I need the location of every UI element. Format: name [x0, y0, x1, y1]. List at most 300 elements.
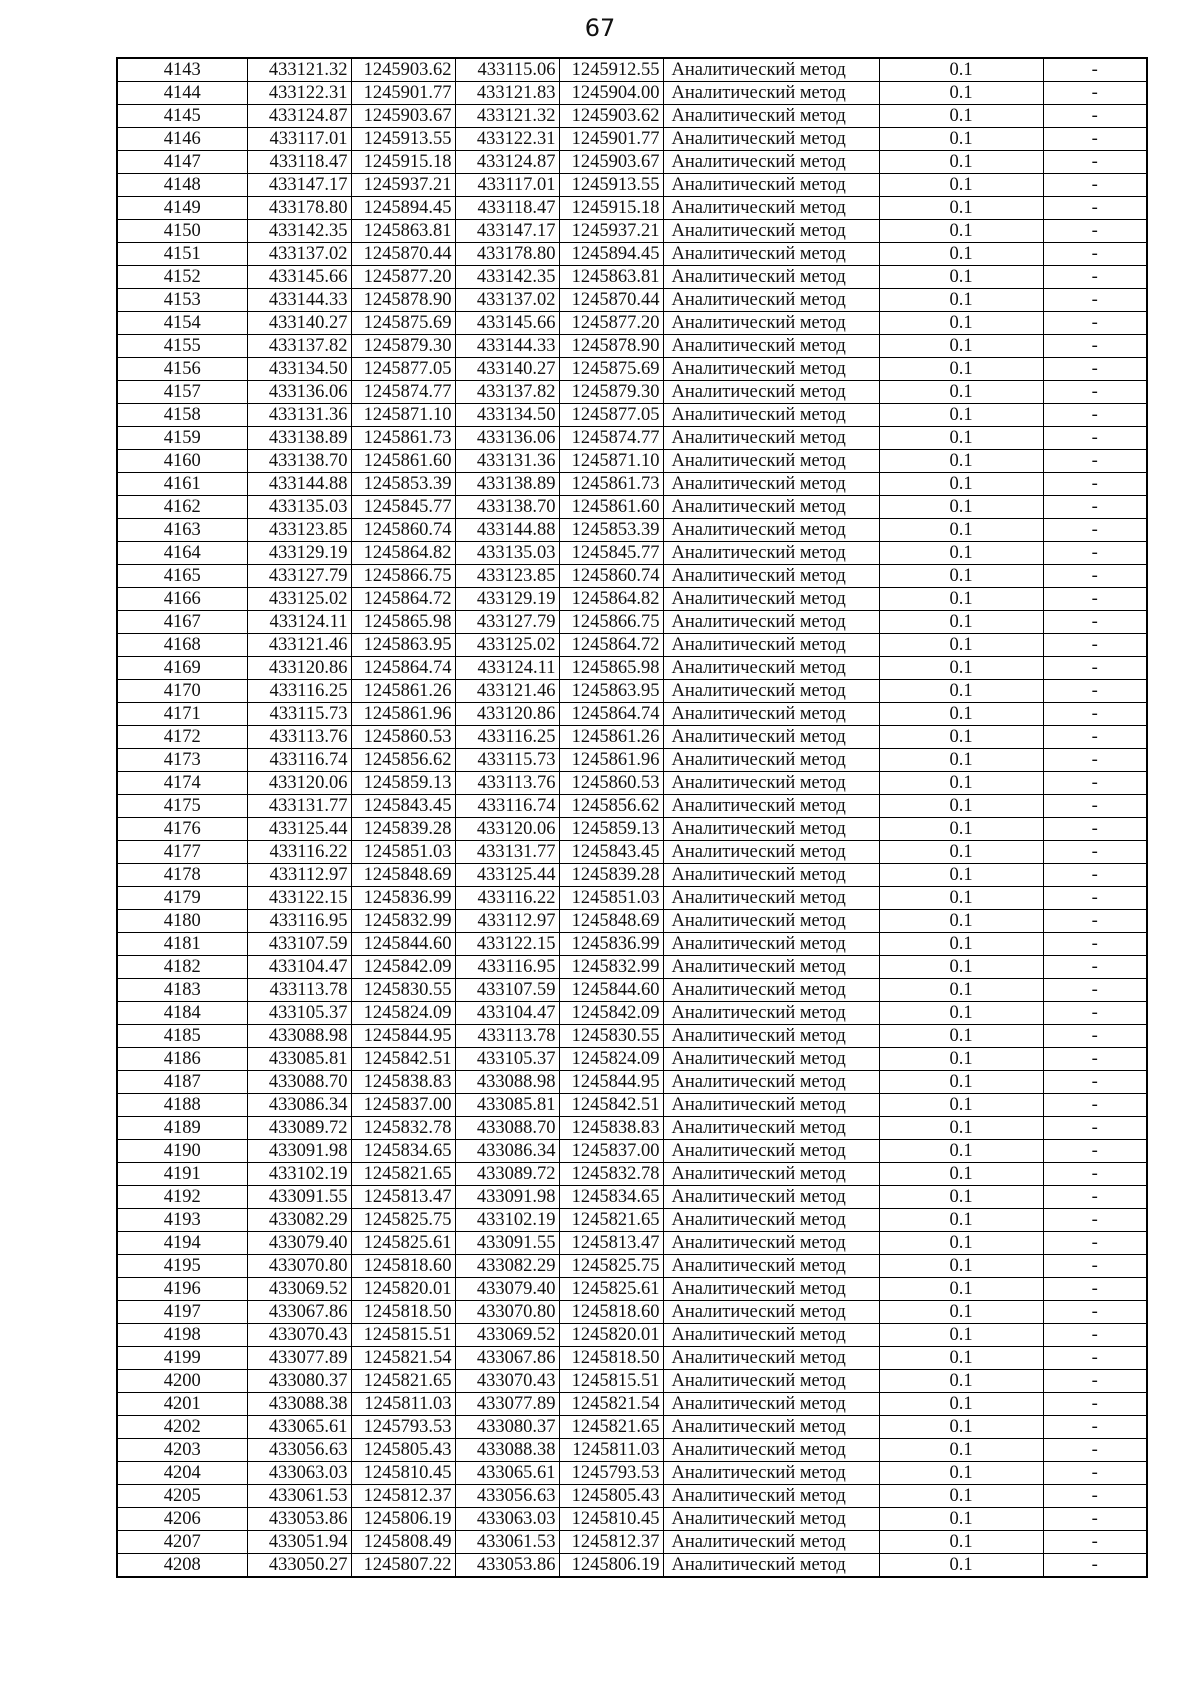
x-end-cell: 433117.01	[455, 174, 559, 197]
method-cell: Аналитический метод	[663, 1002, 879, 1025]
x-end-cell: 433116.22	[455, 887, 559, 910]
method-cell: Аналитический метод	[663, 243, 879, 266]
point-number-cell: 4200	[117, 1370, 247, 1393]
y-start-cell: 1245818.50	[351, 1301, 455, 1324]
y-start-cell: 1245845.77	[351, 496, 455, 519]
y-start-cell: 1245913.55	[351, 128, 455, 151]
precision-cell: 0.1	[879, 1416, 1043, 1439]
note-cell: -	[1043, 519, 1147, 542]
note-cell: -	[1043, 1324, 1147, 1347]
method-cell: Аналитический метод	[663, 1347, 879, 1370]
x-start-cell: 433063.03	[247, 1462, 351, 1485]
table-row	[117, 243, 1147, 266]
y-end-cell: 1245866.75	[559, 611, 663, 634]
precision-cell: 0.1	[879, 1531, 1043, 1554]
precision-cell: 0.1	[879, 795, 1043, 818]
method-cell: Аналитический метод	[663, 565, 879, 588]
y-end-cell: 1245901.77	[559, 128, 663, 151]
method-cell: Аналитический метод	[663, 82, 879, 105]
point-number-cell: 4181	[117, 933, 247, 956]
x-start-cell: 433107.59	[247, 933, 351, 956]
precision-cell: 0.1	[879, 1025, 1043, 1048]
point-number-cell: 4163	[117, 519, 247, 542]
precision-cell: 0.1	[879, 1508, 1043, 1531]
method-cell: Аналитический метод	[663, 772, 879, 795]
x-start-cell: 433129.19	[247, 542, 351, 565]
precision-cell: 0.1	[879, 335, 1043, 358]
point-number-cell: 4172	[117, 726, 247, 749]
point-number-cell: 4159	[117, 427, 247, 450]
x-start-cell: 433112.97	[247, 864, 351, 887]
x-start-cell: 433113.76	[247, 726, 351, 749]
table-row	[117, 1531, 1147, 1554]
x-start-cell: 433051.94	[247, 1531, 351, 1554]
precision-cell: 0.1	[879, 473, 1043, 496]
y-end-cell: 1245825.61	[559, 1278, 663, 1301]
method-cell: Аналитический метод	[663, 450, 879, 473]
point-number-cell: 4207	[117, 1531, 247, 1554]
y-end-cell: 1245870.44	[559, 289, 663, 312]
x-start-cell: 433070.80	[247, 1255, 351, 1278]
y-start-cell: 1245820.01	[351, 1278, 455, 1301]
precision-cell: 0.1	[879, 933, 1043, 956]
note-cell: -	[1043, 703, 1147, 726]
x-start-cell: 433104.47	[247, 956, 351, 979]
table-row	[117, 496, 1147, 519]
table-row	[117, 1071, 1147, 1094]
x-end-cell: 433125.44	[455, 864, 559, 887]
page-number: 67	[584, 14, 616, 42]
x-start-cell: 433136.06	[247, 381, 351, 404]
table-row	[117, 335, 1147, 358]
point-number-cell: 4182	[117, 956, 247, 979]
method-cell: Аналитический метод	[663, 933, 879, 956]
x-end-cell: 433131.77	[455, 841, 559, 864]
x-end-cell: 433061.53	[455, 1531, 559, 1554]
y-end-cell: 1245877.05	[559, 404, 663, 427]
method-cell: Аналитический метод	[663, 1209, 879, 1232]
x-start-cell: 433144.33	[247, 289, 351, 312]
y-start-cell: 1245879.30	[351, 335, 455, 358]
note-cell: -	[1043, 82, 1147, 105]
note-cell: -	[1043, 1071, 1147, 1094]
x-end-cell: 433123.85	[455, 565, 559, 588]
y-end-cell: 1245813.47	[559, 1232, 663, 1255]
y-end-cell: 1245861.96	[559, 749, 663, 772]
y-end-cell: 1245864.74	[559, 703, 663, 726]
method-cell: Аналитический метод	[663, 381, 879, 404]
x-end-cell: 433088.38	[455, 1439, 559, 1462]
x-start-cell: 433102.19	[247, 1163, 351, 1186]
table-row	[117, 1416, 1147, 1439]
method-cell: Аналитический метод	[663, 1531, 879, 1554]
point-number-cell: 4176	[117, 818, 247, 841]
precision-cell: 0.1	[879, 1140, 1043, 1163]
x-end-cell: 433065.61	[455, 1462, 559, 1485]
y-start-cell: 1245848.69	[351, 864, 455, 887]
note-cell: -	[1043, 634, 1147, 657]
y-end-cell: 1245844.60	[559, 979, 663, 1002]
y-end-cell: 1245903.67	[559, 151, 663, 174]
x-start-cell: 433105.37	[247, 1002, 351, 1025]
point-number-cell: 4149	[117, 197, 247, 220]
method-cell: Аналитический метод	[663, 680, 879, 703]
precision-cell: 0.1	[879, 887, 1043, 910]
method-cell: Аналитический метод	[663, 197, 879, 220]
note-cell: -	[1043, 933, 1147, 956]
table-row	[117, 956, 1147, 979]
y-end-cell: 1245845.77	[559, 542, 663, 565]
precision-cell: 0.1	[879, 1255, 1043, 1278]
y-end-cell: 1245912.55	[559, 58, 663, 82]
table-row	[117, 174, 1147, 197]
precision-cell: 0.1	[879, 772, 1043, 795]
table-row	[117, 58, 1147, 82]
point-number-cell: 4150	[117, 220, 247, 243]
y-end-cell: 1245821.54	[559, 1393, 663, 1416]
x-start-cell: 433116.95	[247, 910, 351, 933]
note-cell: -	[1043, 496, 1147, 519]
y-start-cell: 1245793.53	[351, 1416, 455, 1439]
y-start-cell: 1245842.51	[351, 1048, 455, 1071]
y-start-cell: 1245937.21	[351, 174, 455, 197]
y-end-cell: 1245913.55	[559, 174, 663, 197]
x-end-cell: 433136.06	[455, 427, 559, 450]
x-end-cell: 433118.47	[455, 197, 559, 220]
x-end-cell: 433124.87	[455, 151, 559, 174]
point-number-cell: 4166	[117, 588, 247, 611]
x-start-cell: 433121.32	[247, 58, 351, 82]
note-cell: -	[1043, 151, 1147, 174]
table-row	[117, 611, 1147, 634]
x-end-cell: 433105.37	[455, 1048, 559, 1071]
x-end-cell: 433112.97	[455, 910, 559, 933]
x-start-cell: 433131.77	[247, 795, 351, 818]
table-row	[117, 887, 1147, 910]
x-end-cell: 433120.86	[455, 703, 559, 726]
y-start-cell: 1245864.72	[351, 588, 455, 611]
point-number-cell: 4146	[117, 128, 247, 151]
x-end-cell: 433088.70	[455, 1117, 559, 1140]
method-cell: Аналитический метод	[663, 1094, 879, 1117]
note-cell: -	[1043, 335, 1147, 358]
point-number-cell: 4195	[117, 1255, 247, 1278]
y-end-cell: 1245915.18	[559, 197, 663, 220]
y-start-cell: 1245863.95	[351, 634, 455, 657]
method-cell: Аналитический метод	[663, 795, 879, 818]
table-row	[117, 1117, 1147, 1140]
precision-cell: 0.1	[879, 404, 1043, 427]
y-start-cell: 1245812.37	[351, 1485, 455, 1508]
point-number-cell: 4157	[117, 381, 247, 404]
point-number-cell: 4191	[117, 1163, 247, 1186]
precision-cell: 0.1	[879, 703, 1043, 726]
precision-cell: 0.1	[879, 58, 1043, 82]
precision-cell: 0.1	[879, 1462, 1043, 1485]
table-row	[117, 381, 1147, 404]
method-cell: Аналитический метод	[663, 1255, 879, 1278]
method-cell: Аналитический метод	[663, 657, 879, 680]
x-end-cell: 433104.47	[455, 1002, 559, 1025]
note-cell: -	[1043, 404, 1147, 427]
precision-cell: 0.1	[879, 197, 1043, 220]
table-row	[117, 1094, 1147, 1117]
x-end-cell: 433116.95	[455, 956, 559, 979]
y-start-cell: 1245853.39	[351, 473, 455, 496]
point-number-cell: 4208	[117, 1554, 247, 1578]
precision-cell: 0.1	[879, 450, 1043, 473]
precision-cell: 0.1	[879, 289, 1043, 312]
method-cell: Аналитический метод	[663, 1393, 879, 1416]
point-number-cell: 4186	[117, 1048, 247, 1071]
x-end-cell: 433113.76	[455, 772, 559, 795]
x-end-cell: 433120.06	[455, 818, 559, 841]
point-number-cell: 4193	[117, 1209, 247, 1232]
x-end-cell: 433115.73	[455, 749, 559, 772]
y-start-cell: 1245860.53	[351, 726, 455, 749]
note-cell: -	[1043, 1462, 1147, 1485]
method-cell: Аналитический метод	[663, 634, 879, 657]
method-cell: Аналитический метод	[663, 887, 879, 910]
x-end-cell: 433140.27	[455, 358, 559, 381]
y-start-cell: 1245878.90	[351, 289, 455, 312]
table-row	[117, 1439, 1147, 1462]
note-cell: -	[1043, 1094, 1147, 1117]
precision-cell: 0.1	[879, 726, 1043, 749]
x-end-cell: 433121.83	[455, 82, 559, 105]
y-start-cell: 1245842.09	[351, 956, 455, 979]
y-start-cell: 1245821.54	[351, 1347, 455, 1370]
method-cell: Аналитический метод	[663, 1140, 879, 1163]
point-number-cell: 4187	[117, 1071, 247, 1094]
x-start-cell: 433050.27	[247, 1554, 351, 1578]
table-row	[117, 105, 1147, 128]
y-end-cell: 1245856.62	[559, 795, 663, 818]
precision-cell: 0.1	[879, 1232, 1043, 1255]
point-number-cell: 4144	[117, 82, 247, 105]
table-row	[117, 1209, 1147, 1232]
y-start-cell: 1245811.03	[351, 1393, 455, 1416]
precision-cell: 0.1	[879, 496, 1043, 519]
x-end-cell: 433134.50	[455, 404, 559, 427]
y-start-cell: 1245874.77	[351, 381, 455, 404]
precision-cell: 0.1	[879, 266, 1043, 289]
x-start-cell: 433116.22	[247, 841, 351, 864]
point-number-cell: 4168	[117, 634, 247, 657]
x-start-cell: 433085.81	[247, 1048, 351, 1071]
x-start-cell: 433070.43	[247, 1324, 351, 1347]
note-cell: -	[1043, 1140, 1147, 1163]
y-end-cell: 1245861.60	[559, 496, 663, 519]
point-number-cell: 4194	[117, 1232, 247, 1255]
y-start-cell: 1245861.60	[351, 450, 455, 473]
table-row	[117, 634, 1147, 657]
table-row	[117, 1232, 1147, 1255]
note-cell: -	[1043, 358, 1147, 381]
x-start-cell: 433144.88	[247, 473, 351, 496]
point-number-cell: 4185	[117, 1025, 247, 1048]
note-cell: -	[1043, 312, 1147, 335]
method-cell: Аналитический метод	[663, 496, 879, 519]
x-end-cell: 433089.72	[455, 1163, 559, 1186]
y-start-cell: 1245859.13	[351, 772, 455, 795]
point-number-cell: 4205	[117, 1485, 247, 1508]
y-end-cell: 1245810.45	[559, 1508, 663, 1531]
point-number-cell: 4153	[117, 289, 247, 312]
note-cell: -	[1043, 1554, 1147, 1578]
x-start-cell: 433117.01	[247, 128, 351, 151]
y-start-cell: 1245870.44	[351, 243, 455, 266]
precision-cell: 0.1	[879, 1370, 1043, 1393]
point-number-cell: 4199	[117, 1347, 247, 1370]
x-end-cell: 433070.43	[455, 1370, 559, 1393]
x-start-cell: 433113.78	[247, 979, 351, 1002]
note-cell: -	[1043, 1209, 1147, 1232]
precision-cell: 0.1	[879, 427, 1043, 450]
table-row	[117, 726, 1147, 749]
table-row	[117, 151, 1147, 174]
y-start-cell: 1245808.49	[351, 1531, 455, 1554]
point-number-cell: 4197	[117, 1301, 247, 1324]
y-start-cell: 1245807.22	[351, 1554, 455, 1578]
precision-cell: 0.1	[879, 1301, 1043, 1324]
table-row	[117, 1347, 1147, 1370]
note-cell: -	[1043, 887, 1147, 910]
y-start-cell: 1245861.73	[351, 427, 455, 450]
x-start-cell: 433056.63	[247, 1439, 351, 1462]
method-cell: Аналитический метод	[663, 312, 879, 335]
x-start-cell: 433080.37	[247, 1370, 351, 1393]
y-end-cell: 1245877.20	[559, 312, 663, 335]
table-row	[117, 795, 1147, 818]
x-end-cell: 433122.31	[455, 128, 559, 151]
x-end-cell: 433067.86	[455, 1347, 559, 1370]
y-start-cell: 1245824.09	[351, 1002, 455, 1025]
note-cell: -	[1043, 1370, 1147, 1393]
precision-cell: 0.1	[879, 82, 1043, 105]
table-row	[117, 1278, 1147, 1301]
y-end-cell: 1245894.45	[559, 243, 663, 266]
point-number-cell: 4189	[117, 1117, 247, 1140]
point-number-cell: 4165	[117, 565, 247, 588]
note-cell: -	[1043, 381, 1147, 404]
precision-cell: 0.1	[879, 381, 1043, 404]
y-start-cell: 1245832.78	[351, 1117, 455, 1140]
x-start-cell: 433077.89	[247, 1347, 351, 1370]
method-cell: Аналитический метод	[663, 358, 879, 381]
x-start-cell: 433138.70	[247, 450, 351, 473]
note-cell: -	[1043, 58, 1147, 82]
y-start-cell: 1245844.95	[351, 1025, 455, 1048]
note-cell: -	[1043, 818, 1147, 841]
x-start-cell: 433125.02	[247, 588, 351, 611]
precision-cell: 0.1	[879, 128, 1043, 151]
table-row	[117, 1002, 1147, 1025]
x-end-cell: 433082.29	[455, 1255, 559, 1278]
x-end-cell: 433121.32	[455, 105, 559, 128]
note-cell: -	[1043, 1117, 1147, 1140]
precision-cell: 0.1	[879, 1117, 1043, 1140]
y-end-cell: 1245834.65	[559, 1186, 663, 1209]
table-row	[117, 864, 1147, 887]
note-cell: -	[1043, 1255, 1147, 1278]
point-number-cell: 4151	[117, 243, 247, 266]
x-end-cell: 433129.19	[455, 588, 559, 611]
table-row	[117, 979, 1147, 1002]
x-end-cell: 433053.86	[455, 1554, 559, 1578]
method-cell: Аналитический метод	[663, 611, 879, 634]
precision-cell: 0.1	[879, 1186, 1043, 1209]
y-start-cell: 1245839.28	[351, 818, 455, 841]
table-row	[117, 519, 1147, 542]
table-row	[117, 128, 1147, 151]
note-cell: -	[1043, 1347, 1147, 1370]
precision-cell: 0.1	[879, 588, 1043, 611]
note-cell: -	[1043, 726, 1147, 749]
x-end-cell: 433178.80	[455, 243, 559, 266]
y-end-cell: 1245851.03	[559, 887, 663, 910]
y-start-cell: 1245863.81	[351, 220, 455, 243]
x-end-cell: 433144.33	[455, 335, 559, 358]
y-end-cell: 1245839.28	[559, 864, 663, 887]
method-cell: Аналитический метод	[663, 1439, 879, 1462]
table-row	[117, 1370, 1147, 1393]
note-cell: -	[1043, 1485, 1147, 1508]
precision-cell: 0.1	[879, 1393, 1043, 1416]
precision-cell: 0.1	[879, 174, 1043, 197]
precision-cell: 0.1	[879, 519, 1043, 542]
table-row	[117, 680, 1147, 703]
y-start-cell: 1245864.74	[351, 657, 455, 680]
table-row	[117, 588, 1147, 611]
point-number-cell: 4202	[117, 1416, 247, 1439]
y-start-cell: 1245825.75	[351, 1209, 455, 1232]
precision-cell: 0.1	[879, 979, 1043, 1002]
y-start-cell: 1245813.47	[351, 1186, 455, 1209]
method-cell: Аналитический метод	[663, 864, 879, 887]
x-end-cell: 433116.74	[455, 795, 559, 818]
y-end-cell: 1245903.62	[559, 105, 663, 128]
x-start-cell: 433120.86	[247, 657, 351, 680]
x-start-cell: 433122.31	[247, 82, 351, 105]
note-cell: -	[1043, 956, 1147, 979]
x-start-cell: 433137.02	[247, 243, 351, 266]
y-start-cell: 1245856.62	[351, 749, 455, 772]
point-number-cell: 4173	[117, 749, 247, 772]
precision-cell: 0.1	[879, 818, 1043, 841]
note-cell: -	[1043, 841, 1147, 864]
y-end-cell: 1245832.78	[559, 1163, 663, 1186]
point-number-cell: 4162	[117, 496, 247, 519]
table-row	[117, 220, 1147, 243]
y-end-cell: 1245793.53	[559, 1462, 663, 1485]
method-cell: Аналитический метод	[663, 105, 879, 128]
method-cell: Аналитический метод	[663, 128, 879, 151]
y-start-cell: 1245864.82	[351, 542, 455, 565]
y-start-cell: 1245836.99	[351, 887, 455, 910]
x-start-cell: 433088.70	[247, 1071, 351, 1094]
method-cell: Аналитический метод	[663, 703, 879, 726]
note-cell: -	[1043, 174, 1147, 197]
point-number-cell: 4155	[117, 335, 247, 358]
x-end-cell: 433056.63	[455, 1485, 559, 1508]
y-start-cell: 1245865.98	[351, 611, 455, 634]
y-start-cell: 1245818.60	[351, 1255, 455, 1278]
x-start-cell: 433121.46	[247, 634, 351, 657]
point-number-cell: 4148	[117, 174, 247, 197]
x-start-cell: 433069.52	[247, 1278, 351, 1301]
precision-cell: 0.1	[879, 841, 1043, 864]
